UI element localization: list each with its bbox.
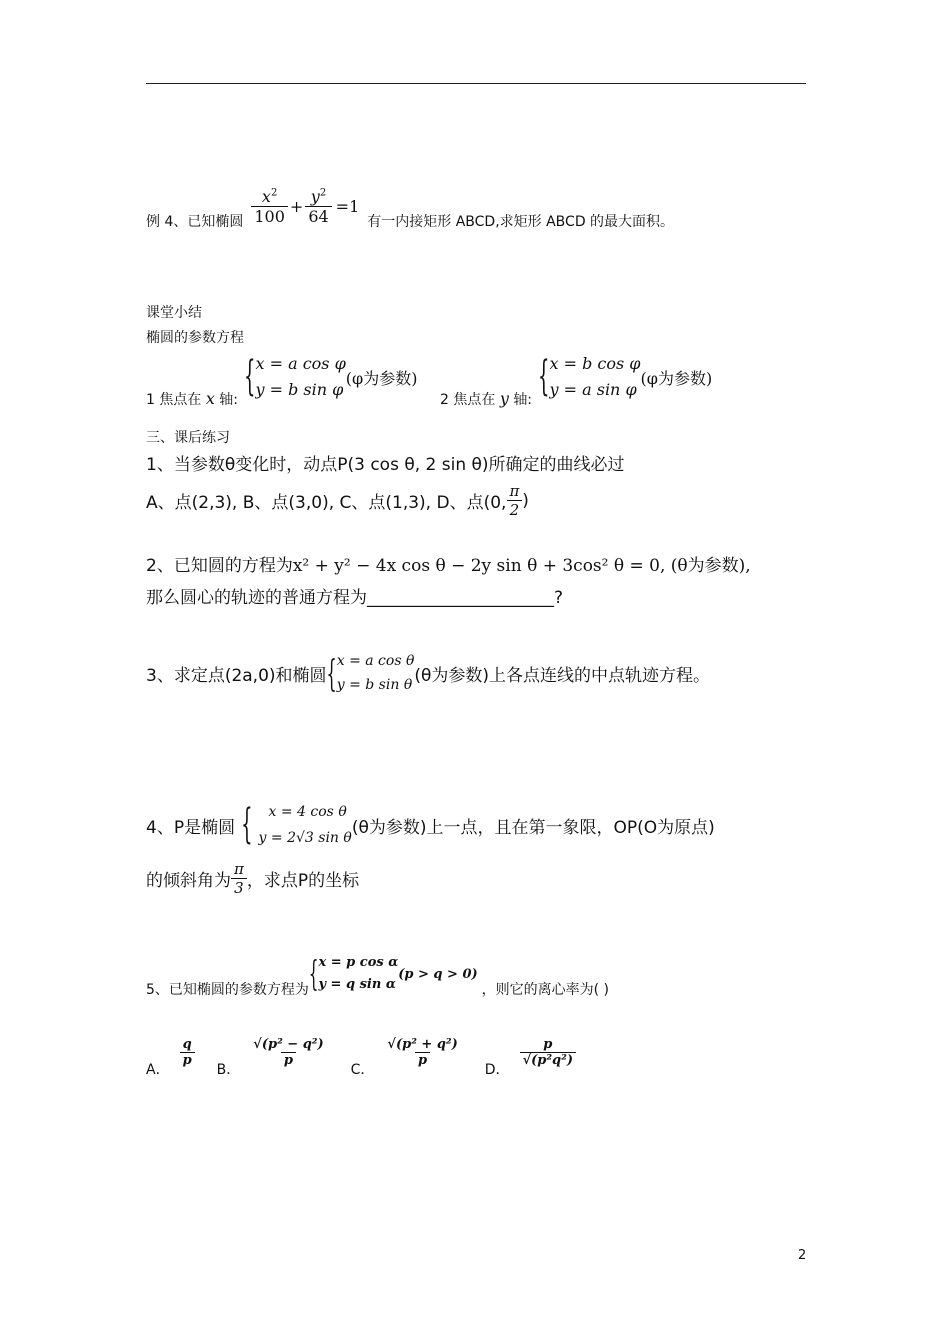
option-c-fraction [384,1037,460,1068]
case1-eq2: y = b sin φ [255,380,344,399]
option-b-fraction [250,1037,326,1068]
case1-label-b: 轴: [219,392,239,408]
equals-one: =1 [335,196,360,216]
frac1-den: 100 [251,206,288,226]
q4-system [259,799,352,851]
case1-block [146,348,418,406]
q5-system [318,952,398,996]
q3-eq1: x = a cos θ [336,653,415,669]
q5-eq2: y = q sin α [318,977,396,992]
case1-system [255,351,345,403]
case1-note: (φ为参数) [345,368,418,388]
option-a-fraction [180,1037,195,1068]
exercises-heading: 三、课后练习 [146,430,230,446]
q1-line2 [146,482,529,519]
case2-label [440,389,532,409]
q4-brace: { [241,800,253,850]
q5-line [146,946,609,1002]
option-d-fraction [520,1037,576,1068]
frac1-exp: 2 [270,187,278,199]
q3-eq2: y = b sin θ [336,677,413,693]
case1-eq1: x = a cos φ [255,354,346,373]
case2-block [440,348,712,406]
option-d-den: √(p²q²) [520,1052,576,1068]
q5-tail: ，则它的离心率为( ) [481,982,610,998]
q4-pi-fraction [231,860,247,897]
q4-line2-tail: ，求点P的坐标 [246,871,360,891]
q1-pi: π [509,482,520,500]
q2-line1 [146,551,751,576]
option-a-den: p [180,1052,195,1068]
option-b-label: B． [216,1062,241,1078]
frac2-den: 64 [305,206,331,226]
q4-line2-lead: 的倾斜角为 [146,871,231,891]
frac2-num: y [310,186,320,206]
option-c-num: √(p² + q²) [387,1036,458,1052]
case2-eq1: x = b cos φ [549,354,641,373]
q3-lead: 3、求定点(2a,0)和椭圆 [146,665,327,686]
case1-var: x [205,389,215,408]
q4-three: 3 [231,878,247,897]
case2-note: (φ为参数) [640,368,713,388]
case2-brace: { [538,352,550,402]
option-b-den: p [281,1052,296,1068]
option-a-label: A． [146,1062,170,1078]
option-a-num: q [182,1036,192,1052]
q3-tail: (θ为参数)上各点连线的中点轨迹方程。 [414,665,711,686]
example4-lead: 例 4、已知椭圆 [146,214,244,230]
q5-lead: 5、已知椭圆的参数方程为 [146,982,309,998]
q5-eq1: x = p cos α [318,955,399,970]
q3-brace: { [326,651,337,695]
q2-equation: x² + y² − 4x cos θ − 2y sin θ + 3cos² θ = 0, (θ为参数), [292,556,751,576]
q1-line1: 1、当参数θ变化时，动点P(3 cos θ, 2 sin θ)所确定的曲线必过 [146,455,625,475]
q1-close: ) [522,490,529,511]
q3-system [337,649,415,697]
q4-eq1: x = 4 cos θ [268,804,347,820]
q1-pi-fraction [506,482,522,519]
q4-line1 [146,796,715,854]
case1-brace: { [244,352,256,402]
option-c-label: C． [350,1062,375,1078]
q5-brace: { [308,953,319,995]
q4-line2 [146,860,359,897]
header-rule [146,83,806,84]
frac2-exp: 2 [319,187,327,199]
q3-line [146,645,710,701]
option-d-num: p [543,1036,553,1052]
case2-label-b: 轴: [513,392,533,408]
q5-options [146,1024,576,1080]
q4-eq2: y = 2√3 sin θ [258,830,352,846]
option-b-num: √(p² − q²) [253,1036,324,1052]
frac1-num: x [261,186,271,206]
q4-lead: 4、P是椭圆 [146,817,236,838]
case2-eq2: y = a sin φ [549,380,637,399]
q4-tail: (θ为参数)上一点，且在第一象限，OP(O为原点) [351,817,715,838]
q2-line2: 那么圆心的轨迹的普通方程为______________________? [146,588,564,608]
summary-subheading: 椭圆的参数方程 [146,330,244,346]
q1-options: A、点(2,3), B、点(3,0), C、点(1,3), D、点(0, [146,493,507,513]
q2-lead: 2、已知圆的方程为 [146,556,293,576]
case1-label-a: 1 焦点在 [146,392,202,408]
case2-var: y [499,389,509,408]
page-number: 2 [798,1248,807,1263]
summary-heading: 课堂小结 [146,305,202,321]
q5-condition: (p > q > 0) [398,966,478,982]
case2-system [549,351,640,403]
option-d-label: D． [484,1062,510,1078]
case1-label [146,389,238,409]
case2-label-a: 2 焦点在 [440,392,496,408]
q1-two: 2 [507,500,523,519]
example4-tail: 有一内接矩形 ABCD,求矩形 ABCD 的最大面积。 [367,214,675,230]
option-c-den: p [415,1052,430,1068]
example4-fraction-y [305,187,331,226]
example4-block [146,176,674,236]
plus-sign: + [289,196,304,216]
example4-fraction-x [251,187,288,226]
q4-pi: π [234,860,244,878]
